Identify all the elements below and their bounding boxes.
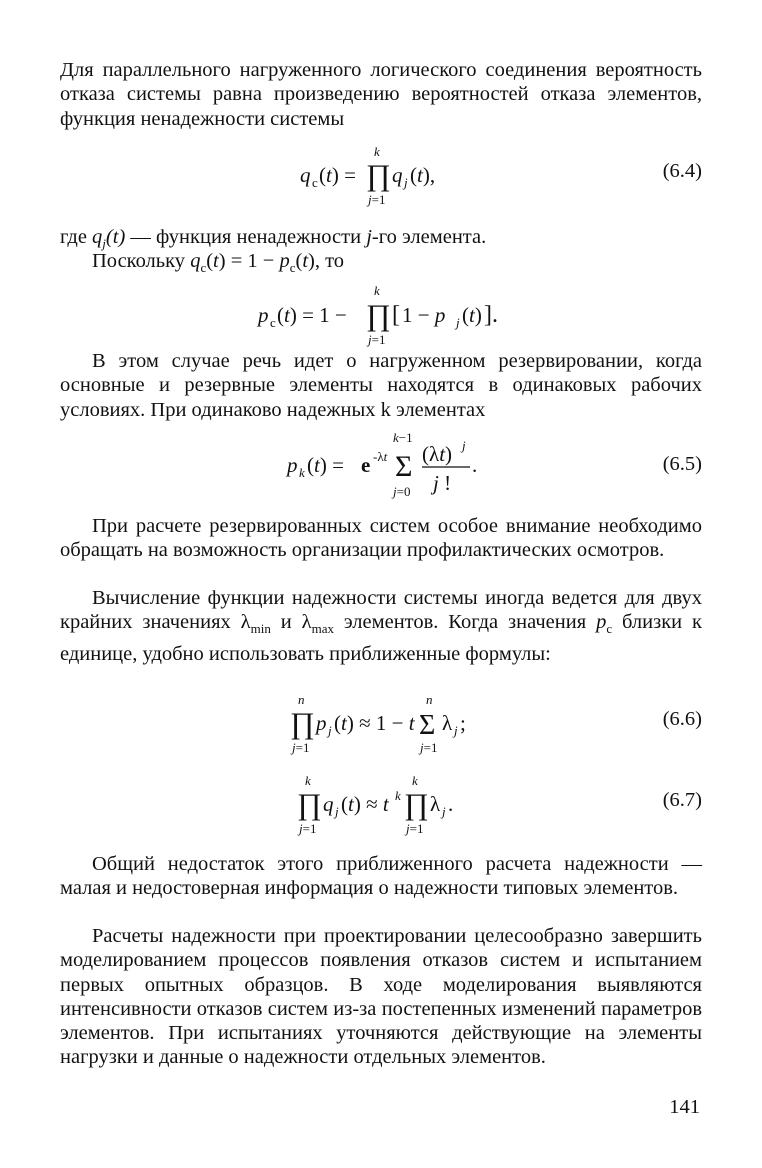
svg-text:∏: ∏	[404, 788, 429, 821]
svg-text:k: k	[299, 465, 305, 480]
text-fragment: и	[270, 611, 302, 634]
svg-text:j: j	[456, 315, 460, 330]
svg-text:λ: λ	[442, 711, 453, 735]
svg-text:∏: ∏	[297, 788, 322, 821]
svg-text:].: ].	[484, 302, 498, 328]
equation-number: (6.5)	[662, 453, 702, 475]
svg-text:j=1: j=1	[368, 192, 386, 207]
paragraph-4: В этом случае речь идет о нагруженном резервировании, когда основные и резервные элементы находятся в одинаковых рабочих условиях. При одинаково надежных k элементах	[60, 350, 702, 421]
svg-text:j=1: j=1	[406, 821, 424, 836]
svg-text:p: p	[258, 303, 269, 327]
paragraph-5: При расчете резервированных систем особое внимание необходимо обращать на возможность организации профилактических осмотров.	[60, 515, 702, 562]
svg-text:[: [	[392, 302, 400, 328]
svg-text:(t) =: (t) =	[319, 163, 356, 187]
text-fragment: Поскольку	[92, 250, 191, 272]
equation-6-4	[0, 140, 762, 220]
svg-text:k: k	[412, 773, 418, 788]
svg-text:j !: j !	[433, 471, 452, 495]
inline-math-qj: $q_j(t)$	[92, 226, 126, 252]
equation-6-6	[0, 688, 762, 768]
svg-text:j: j	[328, 723, 332, 738]
svg-text:(t) =: (t) =	[307, 453, 344, 477]
svg-text:e: e	[361, 453, 371, 477]
inline-math-j: j	[366, 226, 372, 248]
svg-text:(λt): (λt)	[422, 442, 453, 466]
svg-text:(t),: (t),	[410, 163, 436, 187]
svg-text:.: .	[472, 453, 478, 477]
equation-number: (6.6)	[662, 708, 702, 730]
equation-pc-svg	[0, 278, 762, 358]
equation-6-7	[0, 769, 762, 849]
svg-text:j: j	[335, 804, 339, 819]
svg-text:c: c	[270, 315, 276, 330]
equation-number: (6.7)	[662, 789, 702, 811]
svg-text:(t) ≈ t: (t) ≈ t	[341, 792, 389, 816]
text-fragment: -го элемента.	[371, 226, 487, 248]
equation-6-5-svg	[0, 428, 762, 508]
svg-text:j: j	[462, 438, 466, 453]
paragraph-3: Поскольку $q_c(t) = 1 - p_c(t)$, то	[92, 250, 345, 276]
svg-text:k: k	[374, 144, 380, 159]
svg-text:k: k	[374, 283, 380, 298]
svg-text:Σ: Σ	[395, 450, 413, 483]
svg-text:-λt: -λt	[373, 449, 388, 464]
svg-text:λ: λ	[430, 792, 441, 816]
text-fragment: где	[60, 226, 93, 248]
text-fragment: близки к единице, удобно использовать приближенные формулы:	[60, 611, 702, 665]
svg-text:∏: ∏	[290, 707, 315, 740]
inline-math-qc: q	[190, 250, 201, 272]
svg-text:;: ;	[460, 711, 466, 735]
svg-text:n: n	[298, 692, 305, 707]
svg-text:.: .	[448, 792, 454, 816]
paragraph-6: Вычисление функции надежности системы иногда ведется для двух крайних значениях $\lambda_{min}$ и $\lambda_{max}$ элементов. Когда значения $p_c$ близки к единице, удобно использовать приближенные формулы:	[60, 587, 702, 665]
text-fragment: элементов. Когда значения	[333, 611, 597, 634]
svg-text:c: c	[312, 175, 318, 190]
svg-text:j: j	[442, 804, 446, 819]
text-fragment: , то	[314, 250, 345, 272]
svg-text:j: j	[454, 723, 458, 738]
svg-text:(t): (t)	[462, 303, 482, 327]
equation-6-7-svg	[0, 769, 762, 849]
svg-text:Σ: Σ	[419, 710, 436, 741]
equation-6-5	[0, 428, 762, 508]
paragraph-7: Общий недостаток этого приближенного расчета надежности — малая и недостоверная информация о надежности типовых элементов.	[60, 853, 702, 900]
svg-text:∏: ∏	[366, 299, 391, 332]
svg-text:k: k	[395, 788, 401, 803]
equation-6-6-svg	[0, 688, 762, 768]
svg-text:p: p	[287, 453, 298, 477]
svg-text:k: k	[305, 773, 311, 788]
svg-text:∏: ∏	[366, 159, 391, 192]
svg-text:j=1: j=1	[420, 740, 438, 755]
svg-text:q: q	[392, 163, 403, 187]
svg-text:1 − p: 1 − p	[402, 303, 446, 327]
svg-text:j=0: j=0	[393, 484, 411, 499]
svg-text:(t) ≈ 1 − t: (t) ≈ 1 − t	[334, 711, 415, 735]
paragraph-8: Расчеты надежности при проектировании целесообразно завершить моделированием процессов появления отказов систем и испытанием первых опытных образцов. В ходе моделирования выявляются интенсивности отказов систем из-за постепенных изменений параметров элементов. При испытаниях уточняются действующие на элементы нагрузки и данные о надежности отдельных элементов.	[60, 925, 702, 1069]
svg-text:q: q	[323, 792, 334, 816]
svg-text:n: n	[426, 692, 433, 707]
svg-text:j=1: j=1	[368, 332, 386, 347]
svg-text:k−1: k−1	[393, 430, 413, 445]
equation-pc	[0, 278, 762, 358]
svg-text:j=1: j=1	[299, 821, 317, 836]
svg-text:(t) = 1 −: (t) = 1 −	[277, 303, 347, 327]
svg-text:j: j	[404, 175, 408, 190]
text-fragment: Вычисление функции надежности системы иногда ведется для двух крайних значениях	[60, 587, 702, 634]
paragraph-1: Для параллельного нагруженного логического соединения вероятность отказа системы равна произведению вероятностей отказа элементов, функция ненадежности системы	[60, 59, 702, 130]
equation-6-4-svg	[0, 140, 762, 220]
text-fragment: — функция ненадежности	[125, 226, 367, 248]
page-number: 141	[669, 1096, 700, 1118]
svg-text:p: p	[316, 711, 327, 735]
svg-text:j=1: j=1	[292, 740, 310, 755]
svg-text:q: q	[300, 163, 311, 187]
equation-number: (6.4)	[662, 160, 702, 182]
